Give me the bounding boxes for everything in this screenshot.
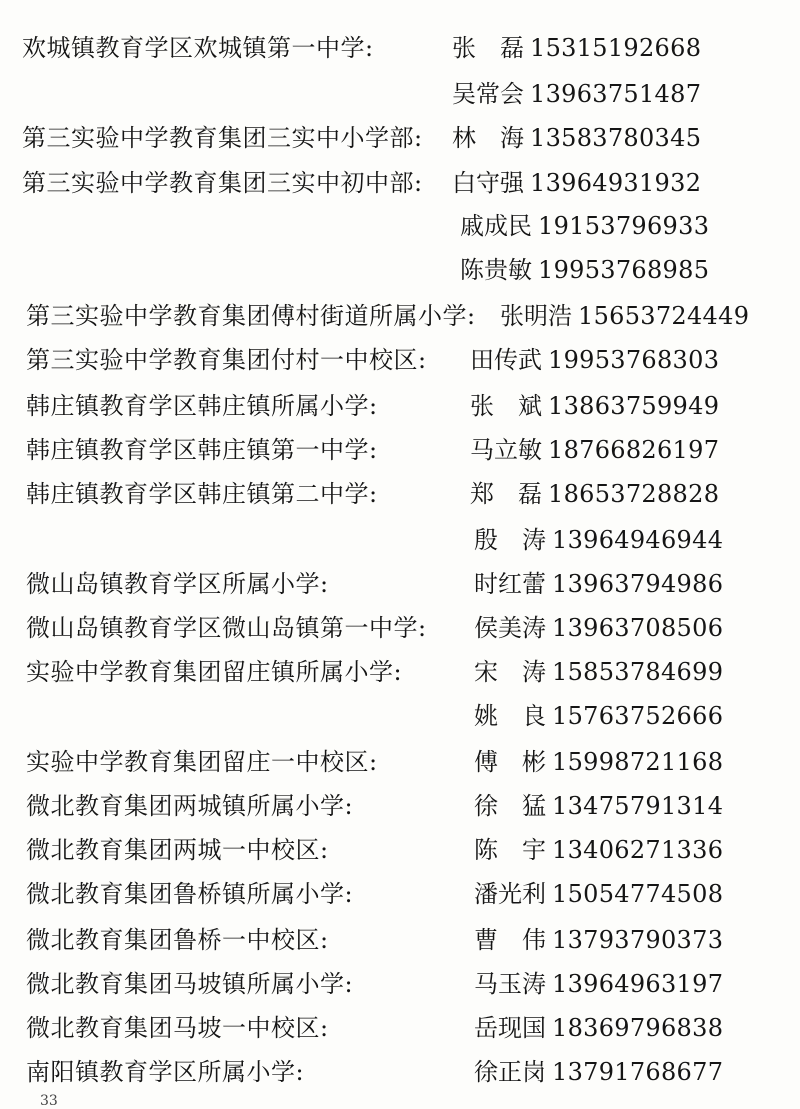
list-item bbox=[0, 428, 800, 472]
list-item bbox=[0, 338, 800, 382]
contact-phone: 15763752666 bbox=[552, 702, 724, 730]
list-item bbox=[0, 248, 800, 292]
contact-name: 田传武 bbox=[470, 346, 542, 374]
contact-name: 林 海 bbox=[452, 124, 524, 152]
school-name: 微北教育集团两城一中校区: bbox=[26, 836, 329, 864]
contact bbox=[470, 428, 719, 472]
contact bbox=[470, 472, 719, 516]
contact-phone: 13793790373 bbox=[552, 926, 724, 954]
school-name: 第三实验中学教育集团傅村街道所属小学: bbox=[26, 302, 476, 330]
school-name: 实验中学教育集团留庄镇所属小学: bbox=[26, 658, 403, 686]
contact bbox=[474, 562, 723, 606]
contact-phone: 19153796933 bbox=[538, 212, 710, 240]
contact bbox=[452, 72, 701, 116]
contact bbox=[474, 1050, 723, 1094]
contact bbox=[452, 161, 701, 205]
contact bbox=[470, 384, 719, 428]
school-name: 韩庄镇教育学区韩庄镇第一中学: bbox=[26, 436, 378, 464]
contact-phone: 18653728828 bbox=[548, 480, 720, 508]
list-item bbox=[0, 1006, 800, 1050]
contact-name: 姚 良 bbox=[474, 702, 546, 730]
list-item bbox=[0, 472, 800, 516]
contact-phone: 13863759949 bbox=[548, 392, 720, 420]
contact-name: 殷 涛 bbox=[474, 526, 546, 554]
list-item bbox=[0, 872, 800, 916]
school-name: 微山岛镇教育学区微山岛镇第一中学: bbox=[26, 614, 427, 642]
list-item bbox=[0, 204, 800, 248]
contact bbox=[474, 962, 723, 1006]
contact-phone: 13964931932 bbox=[530, 169, 702, 197]
contact-name: 时红蕾 bbox=[474, 570, 546, 598]
contact bbox=[474, 740, 723, 784]
contact-phone: 13963708506 bbox=[552, 614, 724, 642]
contact-name: 张明浩 bbox=[500, 302, 572, 330]
list-item bbox=[0, 650, 800, 694]
contact-phone: 13964946944 bbox=[552, 526, 724, 554]
list-item bbox=[0, 26, 800, 70]
contact-phone: 15853784699 bbox=[552, 658, 724, 686]
contact bbox=[460, 248, 709, 292]
contact-phone: 13963794986 bbox=[552, 570, 724, 598]
school-name: 韩庄镇教育学区韩庄镇第二中学: bbox=[26, 480, 378, 508]
contact-phone: 19953768985 bbox=[538, 256, 710, 284]
school-name: 微山岛镇教育学区所属小学: bbox=[26, 570, 329, 598]
list-item bbox=[0, 962, 800, 1006]
contact bbox=[474, 518, 723, 562]
school-name: 欢城镇教育学区欢城镇第一中学: bbox=[22, 34, 374, 62]
list-item bbox=[0, 518, 800, 562]
contact bbox=[474, 650, 723, 694]
contact-phone: 13475791314 bbox=[552, 792, 724, 820]
list-item bbox=[0, 694, 800, 738]
contact-name: 徐正岗 bbox=[474, 1058, 546, 1086]
contact-phone: 15998721168 bbox=[552, 748, 724, 776]
school-name: 第三实验中学教育集团三实中初中部: bbox=[22, 169, 423, 197]
contact-name: 郑 磊 bbox=[470, 480, 542, 508]
school-name: 南阳镇教育学区所属小学: bbox=[26, 1058, 305, 1086]
contact-name: 马立敏 bbox=[470, 436, 542, 464]
contact-phone: 18766826197 bbox=[548, 436, 720, 464]
school-name: 微北教育集团鲁桥镇所属小学: bbox=[26, 880, 354, 908]
contact-name: 侯美涛 bbox=[474, 614, 546, 642]
page-number: 33 bbox=[40, 1093, 58, 1109]
contact bbox=[474, 606, 723, 650]
contact bbox=[470, 338, 719, 382]
contact-phone: 13963751487 bbox=[530, 80, 702, 108]
contact-phone: 15054774508 bbox=[552, 880, 724, 908]
school-name: 第三实验中学教育集团三实中小学部: bbox=[22, 124, 423, 152]
school-name: 微北教育集团鲁桥一中校区: bbox=[26, 926, 329, 954]
contact-name: 徐 猛 bbox=[474, 792, 546, 820]
contact bbox=[474, 784, 723, 828]
contact-name: 岳现国 bbox=[474, 1014, 546, 1042]
contact-phone: 13406271336 bbox=[552, 836, 724, 864]
list-item bbox=[0, 116, 800, 160]
list-item bbox=[0, 562, 800, 606]
school-name: 微北教育集团马坡镇所属小学: bbox=[26, 970, 354, 998]
contact-name: 戚成民 bbox=[460, 212, 532, 240]
list-item bbox=[0, 740, 800, 784]
school-name: 微北教育集团马坡一中校区: bbox=[26, 1014, 329, 1042]
school-name: 第三实验中学教育集团付村一中校区: bbox=[26, 346, 427, 374]
list-item bbox=[0, 294, 800, 338]
contact-name: 陈 宇 bbox=[474, 836, 546, 864]
contact bbox=[474, 828, 723, 872]
contact-name: 宋 涛 bbox=[474, 658, 546, 686]
contact bbox=[474, 872, 723, 916]
contact bbox=[474, 1006, 723, 1050]
contact bbox=[474, 918, 723, 962]
contact bbox=[500, 294, 749, 338]
contact-name: 曹 伟 bbox=[474, 926, 546, 954]
school-name: 实验中学教育集团留庄一中校区: bbox=[26, 748, 378, 776]
contact bbox=[474, 694, 723, 738]
contact-name: 张 斌 bbox=[470, 392, 542, 420]
contact-phone: 13791768677 bbox=[552, 1058, 724, 1086]
contact-phone: 15315192668 bbox=[530, 34, 702, 62]
contact-phone: 15653724449 bbox=[578, 302, 750, 330]
list-item bbox=[0, 161, 800, 205]
list-item bbox=[0, 918, 800, 962]
contact-phone: 13964963197 bbox=[552, 970, 724, 998]
contact-phone: 18369796838 bbox=[552, 1014, 724, 1042]
list-item bbox=[0, 384, 800, 428]
contact-phone: 13583780345 bbox=[530, 124, 702, 152]
school-name: 微北教育集团两城镇所属小学: bbox=[26, 792, 354, 820]
list-item bbox=[0, 1050, 800, 1094]
contact bbox=[452, 26, 701, 70]
list-item bbox=[0, 784, 800, 828]
contact bbox=[460, 204, 709, 248]
contact-name: 马玉涛 bbox=[474, 970, 546, 998]
contact-name: 张 磊 bbox=[452, 34, 524, 62]
contact-name: 陈贵敏 bbox=[460, 256, 532, 284]
list-item bbox=[0, 606, 800, 650]
school-name: 韩庄镇教育学区韩庄镇所属小学: bbox=[26, 392, 378, 420]
list-item bbox=[0, 72, 800, 116]
contact-phone: 19953768303 bbox=[548, 346, 720, 374]
contact-name: 潘光利 bbox=[474, 880, 546, 908]
contact bbox=[452, 116, 701, 160]
list-item bbox=[0, 828, 800, 872]
contact-name: 白守强 bbox=[452, 169, 524, 197]
contact-name: 吴常会 bbox=[452, 80, 524, 108]
contact-name: 傅 彬 bbox=[474, 748, 546, 776]
